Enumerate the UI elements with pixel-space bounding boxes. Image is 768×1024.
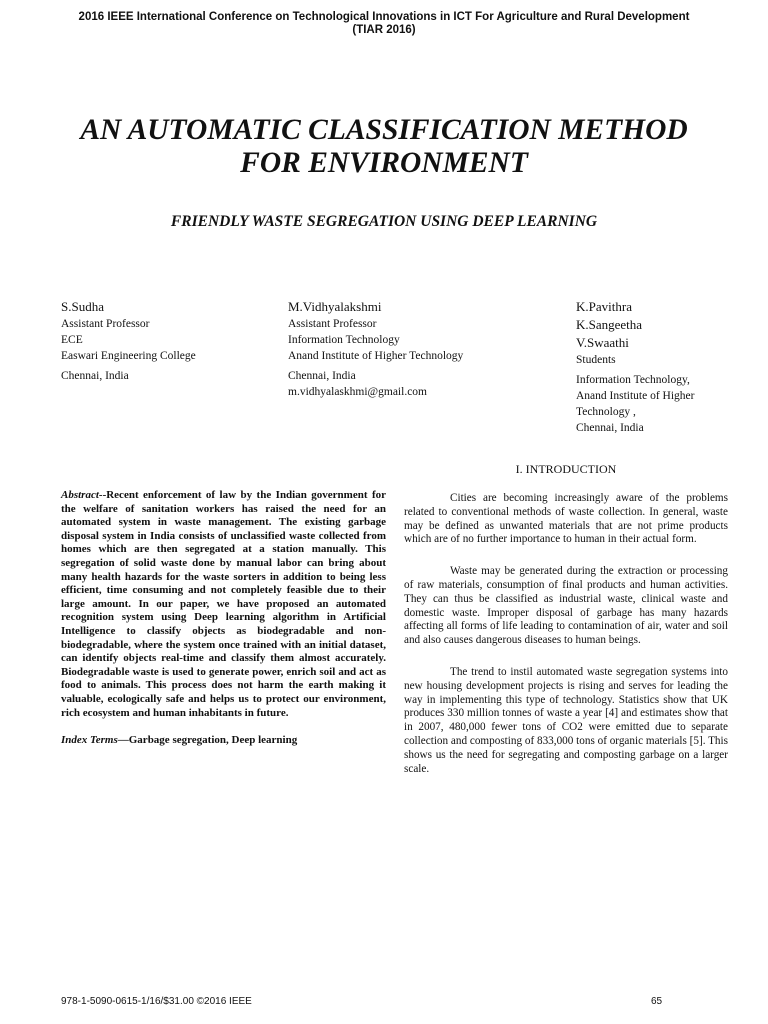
author-name: K.Pavithra <box>576 299 632 314</box>
intro-paragraph-2: Waste may be generated during the extraction or processing of raw materials, consumption of final products and human activities. They can thus be classified as industrial waste, clinical waste and domestic waste. Improper disposal of garbage has many hazards affecting all forms of life leading to contamination of air, water and soil and also causes dangerous diseases to human beings. <box>404 565 728 647</box>
author-department: Information Technology <box>288 334 400 346</box>
abstract-label: Abstract <box>61 489 99 501</box>
section-heading: I. INTRODUCTION <box>515 462 617 476</box>
author-block-2 <box>288 298 463 400</box>
index-terms <box>61 734 386 748</box>
conference-name: 2016 IEEE International Conference on Technological Innovations in ICT For Agriculture and Rural Development <box>78 11 690 23</box>
introduction-column <box>404 492 728 794</box>
author-institution: Anand Institute of Higher Technology <box>288 350 464 362</box>
author-role: Assistant Professor <box>61 318 150 330</box>
footer-isbn: 978-1-5090-0615-1/16/$31.00 ©2016 IEEE <box>61 996 252 1007</box>
author-department: Information Technology, <box>576 374 690 386</box>
intro-paragraph-3: The trend to instil automated waste segregation systems into new housing development projects is rising and serves for leading the way in implementing this type of technology. Statistics show that UK produces 330 million tonnes of waste a year [4] and estimates show that in 2007, 480,000 fewer tons of CO2 were emitted due to separate collection and composting of 833,000 tons of organic materials [5]. This shows us the need for segregating and composting garbage on a larger scale. <box>404 665 728 775</box>
author-location: Chennai, India <box>576 422 644 434</box>
paper-title-line-2: FOR ENVIRONMENT <box>240 147 528 179</box>
author-name: K.Sangeetha <box>576 317 643 332</box>
paper-subtitle: FRIENDLY WASTE SEGREGATION USING DEEP LEARNING <box>170 213 598 230</box>
author-block-1 <box>61 298 196 384</box>
index-terms-label: Index Terms <box>61 734 118 747</box>
author-name: M.Vidhyalakshmi <box>288 299 382 314</box>
author-role: Assistant Professor <box>288 318 377 330</box>
intro-paragraph-1: Cities are becoming increasingly aware of the problems related to conventional methods of waste collection. In general, waste may be defined as unwanted materials that are not prime products which are of no further importance to human in their actual form. <box>404 492 728 546</box>
author-email: m.vidhyalaskhmi@gmail.com <box>288 386 427 398</box>
author-location: Chennai, India <box>288 370 356 382</box>
author-institution: Anand Institute of Higher <box>576 390 695 402</box>
page-number: 65 <box>651 996 663 1007</box>
author-institution: Easwari Engineering College <box>61 350 196 362</box>
author-block-3 <box>576 298 695 436</box>
author-institution-continued: Technology , <box>576 406 636 418</box>
author-department: ECE <box>61 334 83 346</box>
paper-title-line-1: AN AUTOMATIC CLASSIFICATION METHOD <box>80 114 688 146</box>
abstract <box>61 489 386 720</box>
author-role: Students <box>576 354 616 366</box>
index-terms-text: —Garbage segregation, Deep learning <box>117 734 298 747</box>
author-name: S.Sudha <box>61 299 104 314</box>
author-location: Chennai, India <box>61 370 129 382</box>
author-name: V.Swaathi <box>576 335 629 350</box>
paper-title <box>20 114 748 180</box>
abstract-column <box>61 489 386 748</box>
conference-acronym: (TIAR 2016) <box>352 24 416 36</box>
abstract-text: --Recent enforcement of law by the Indian government for the welfare of sanitation workers has raised the need for an automated system in waste management. The existing garbage disposal system in India consists of unclassified waste collected from homes which are then segregated at a station manually. This segregation of solid waste done by manual labor can bring about many health hazards for the waste sorters in addition to being less efficient, time consuming and not completely feasible due to their large amount. In our paper, we have proposed an automated recognition system using Deep learning algorithm in Artificial Intelligence to classify objects as biodegradable and non-biodegradable, where the system once trained with an initial dataset, can identify objects real-time and classify them almost accurately. Biodegradable waste is used to generate power, enrich soil and act as food to animals. This process does not harm the earth making it valuable, ecologically safe and helps us to protect our environment, rich ecosystem and human inhabitants in future. <box>61 489 386 719</box>
conference-header <box>20 11 748 37</box>
